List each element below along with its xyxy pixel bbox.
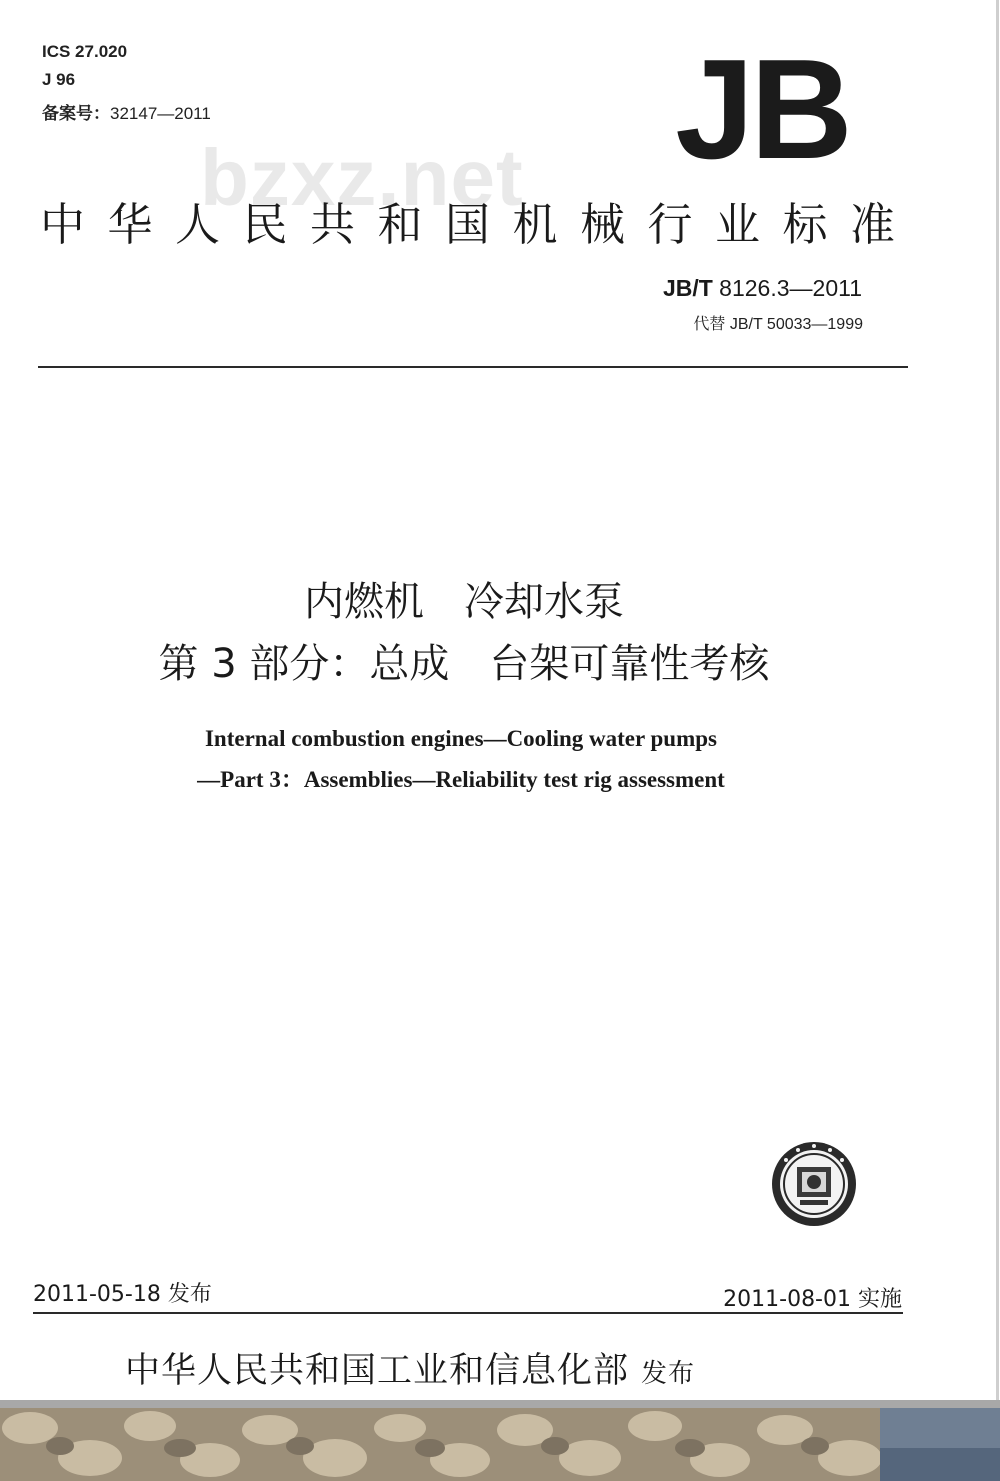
title-en-line2: —Part 3：Assemblies—Reliability test rig assessment [197, 767, 725, 792]
replaces-value: JB/T 50033—1999 [725, 316, 863, 333]
issuing-authority [125, 1343, 695, 1393]
filing-label: 备案号： [42, 104, 110, 123]
filing-value: 32147—2011 [110, 104, 211, 123]
issuer-name: 中华人民共和国工业和信息化部 [125, 1351, 630, 1391]
filing-number [42, 99, 211, 124]
replaces-label: 代替 [693, 316, 726, 333]
pebble-background [0, 1408, 1000, 1481]
implementation-date: 2011-08-01 实施 [723, 1287, 902, 1312]
standard-category-banner: 中华人民共和国机械行业标准 [40, 198, 918, 251]
bottom-divider [33, 1312, 903, 1314]
seal-icon [770, 1140, 858, 1228]
issue-date: 2011-05-18 发布 [33, 1282, 212, 1307]
replaces-standard [693, 311, 863, 334]
page-edge-bottom [0, 1400, 1000, 1408]
page-edge-right [996, 0, 999, 1400]
title-cn-line1: 内燃机 冷却水泵 [304, 579, 624, 625]
title-en-line1: Internal combustion engines—Cooling water pumps [204, 726, 718, 751]
ics-code: ICS 27.020 [42, 42, 128, 61]
top-divider [38, 366, 908, 368]
standard-prefix: JB/T [662, 275, 713, 301]
standard-number [663, 275, 862, 302]
title-cn-line2: 第 3 部分：总成 台架可靠性考核 [158, 641, 770, 687]
ccs-code: J 96 [42, 70, 76, 89]
issuer-action: 发布 [641, 1359, 696, 1389]
watermark: bzxz.net [200, 133, 524, 222]
jb-logo: JB [675, 30, 849, 189]
standard-number-value: 8126.3—2011 [712, 275, 862, 301]
